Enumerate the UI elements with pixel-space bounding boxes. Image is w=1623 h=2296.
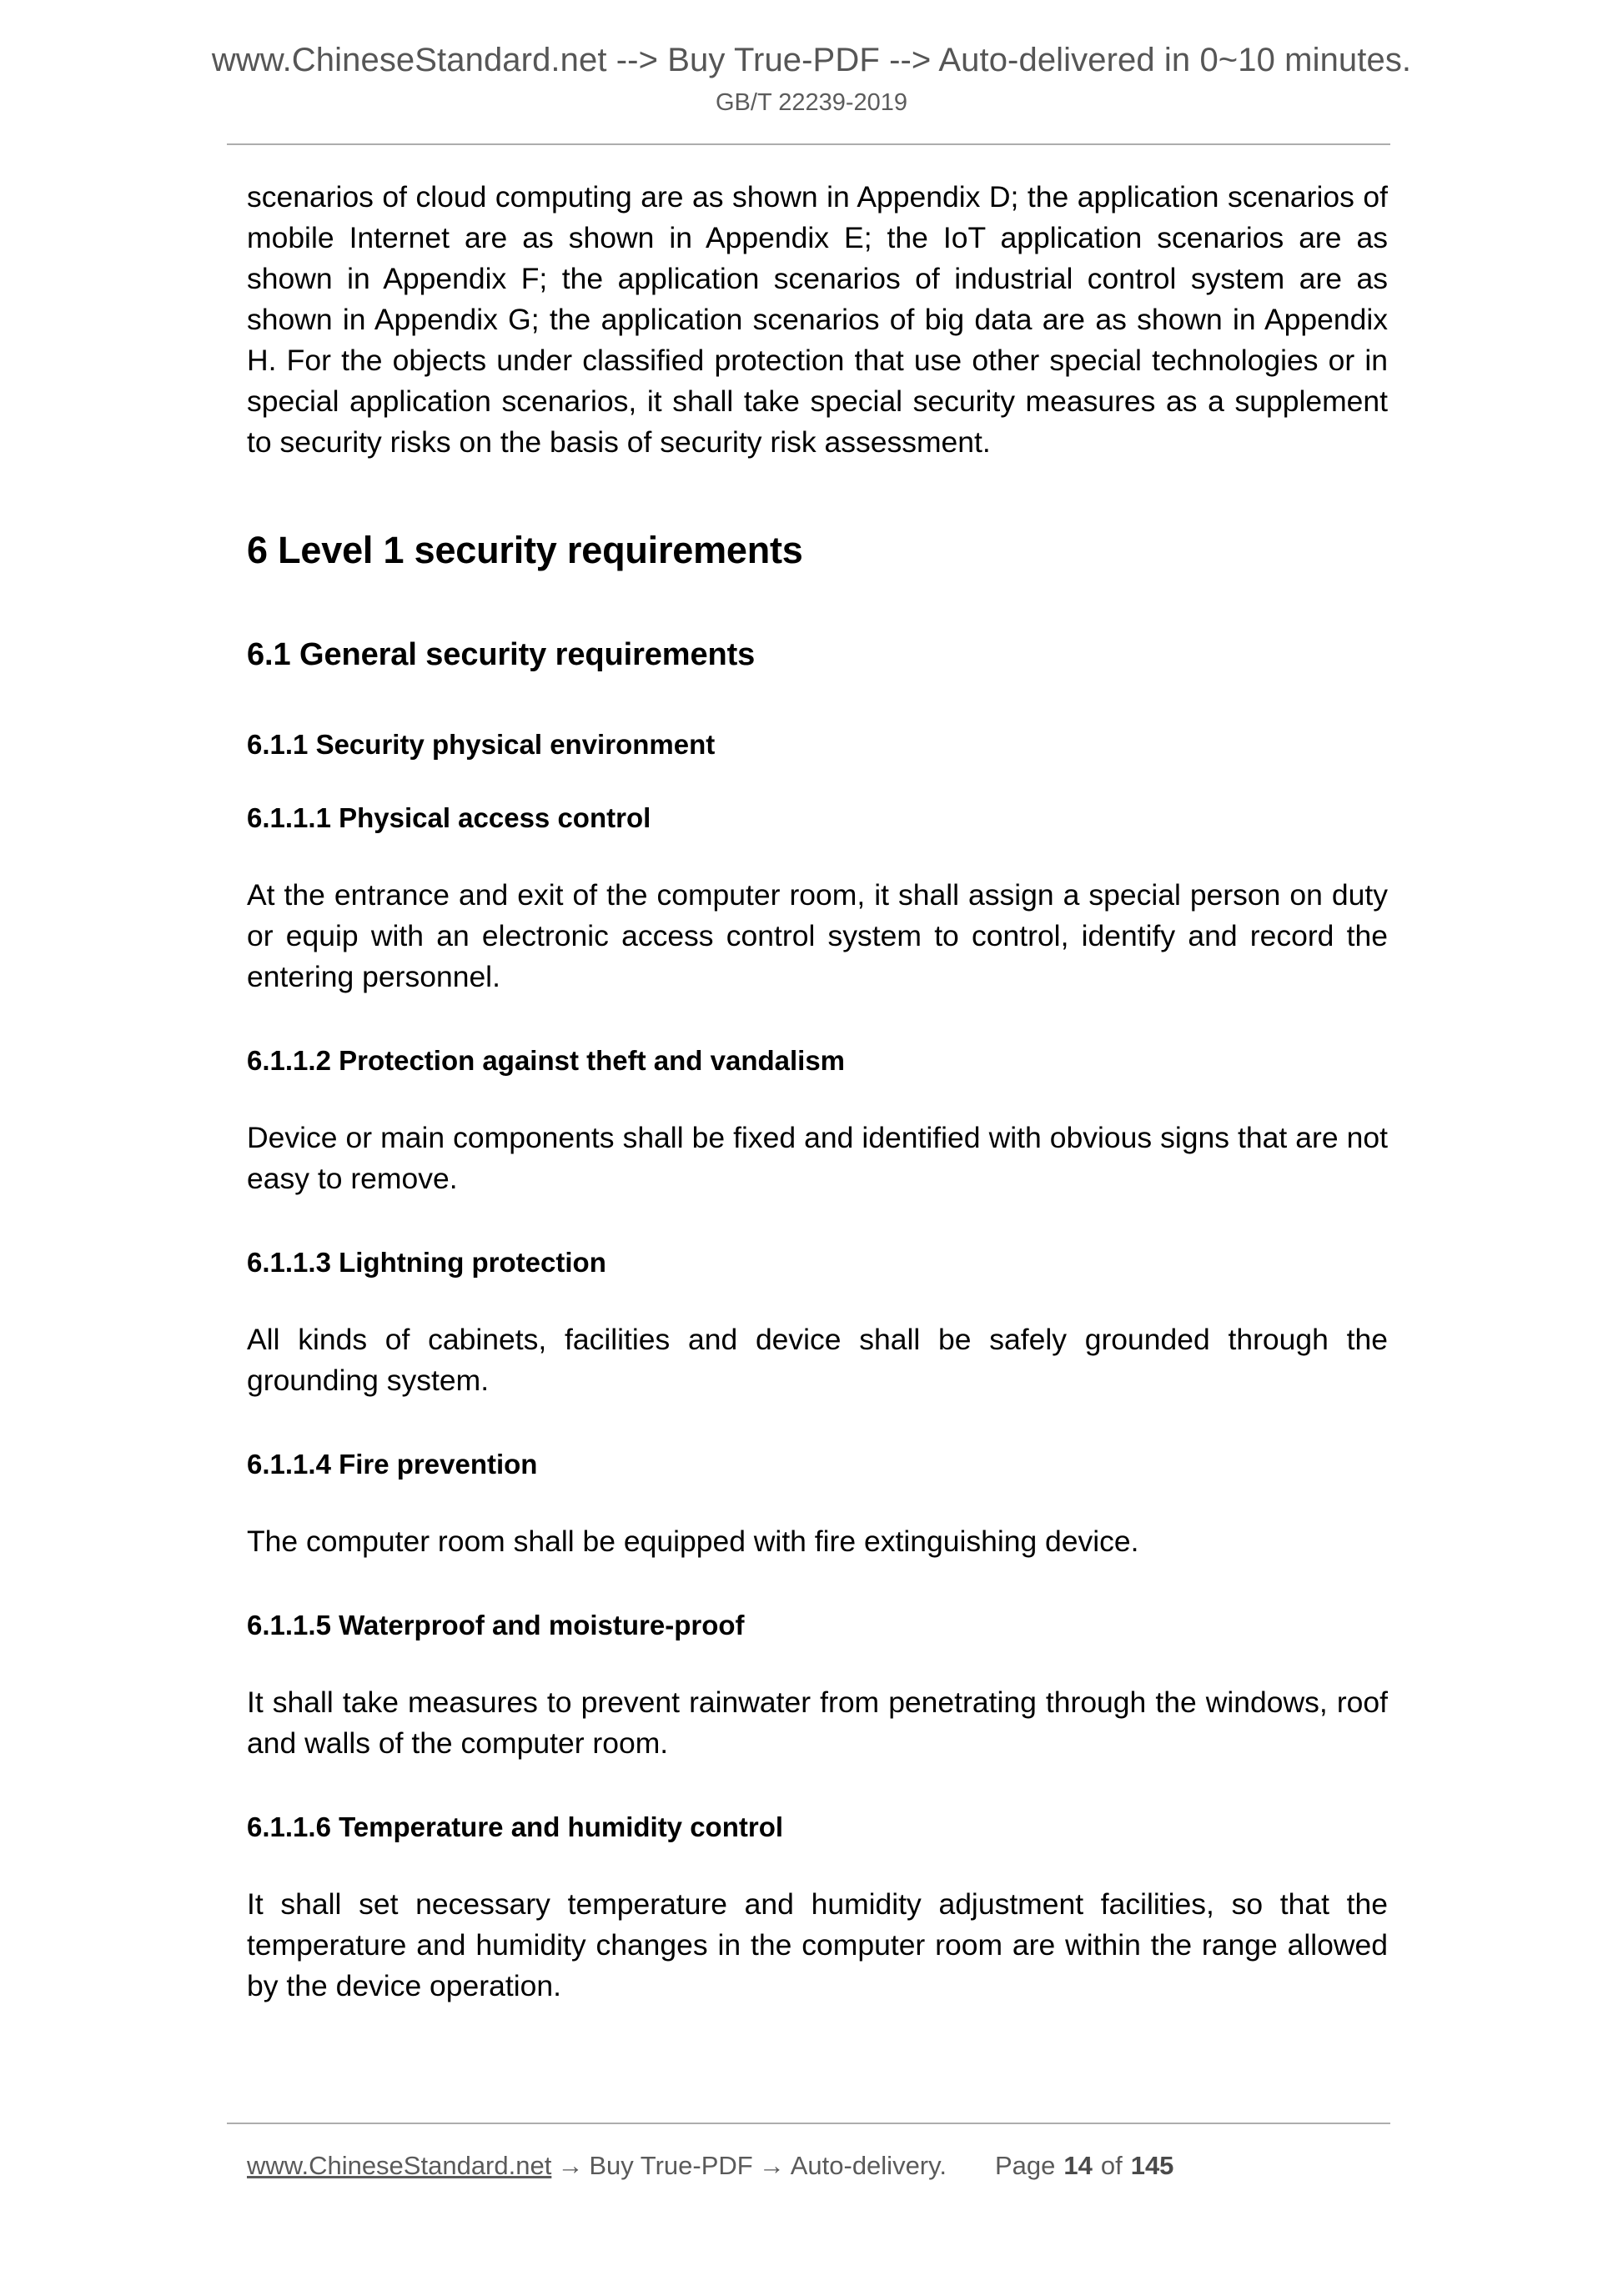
footer-divider-rule (227, 2123, 1390, 2124)
clause-text-physical-access-control: At the entrance and exit of the computer room, it shall assign a special person on duty or equip with an electronic access control system to control, identify and record the entering personnel. (247, 878, 1388, 993)
clause-heading-waterproof-and-moisture-proof: 6.1.1.5 Waterproof and moisture-proof (247, 1610, 745, 1640)
footer-page-number: 14 (1063, 2151, 1093, 2180)
header-divider-rule (227, 143, 1390, 145)
clause-heading-protection-against-theft-and-vandalism: 6.1.1.2 Protection against theft and vandalism (247, 1045, 846, 1076)
arrow-right-icon-2: → (758, 2151, 785, 2180)
clause-text-waterproof-and-moisture-proof: It shall take measures to prevent rainwater from penetrating through the windows, roof and walls of the computer room. (247, 1686, 1388, 1760)
footer-delivery-label: Auto-delivery. (790, 2151, 947, 2180)
header-promo-text: www.ChineseStandard.net --> Buy True-PDF --> Auto-delivered in 0~10 minutes. (211, 42, 1412, 78)
heading-level-1-security-requirements: 6 Level 1 security requirements (247, 529, 803, 571)
clause-text-lightning-protection: All kinds of cabinets, facilities and device shall be safely grounded through the grounding system. (247, 1323, 1388, 1397)
clause-text-fire-prevention: The computer room shall be equipped with fire extinguishing device. (247, 1525, 1139, 1558)
clause-heading-lightning-protection: 6.1.1.3 Lightning protection (247, 1247, 606, 1278)
footer-page-label: Page (994, 2151, 1056, 2180)
page-header (0, 0, 1623, 118)
heading-general-security-requirements: 6.1 General security requirements (247, 637, 756, 672)
heading-security-physical-environment: 6.1.1 Security physical environment (247, 729, 716, 760)
footer-site-link[interactable]: www.ChineseStandard.net (247, 2151, 552, 2180)
page-footer (247, 2150, 1388, 2182)
document-content (247, 177, 1388, 2007)
header-standard-number: GB/T 22239-2019 (715, 88, 908, 116)
intro-paragraph: scenarios of cloud computing are as shown in Appendix D; the application scenarios of mobile Internet are as shown in Appendix E; the IoT application scenarios are as shown in Appendix F; the application scenarios of industrial control system are as shown in Appendix G; the application scenarios of big data are as shown in Appendix H. For the objects under classified protection that use other special technologies or in special application scenarios, it shall take special security measures as a supplement to security risks on the basis of security risk assessment. (247, 180, 1388, 459)
clause-heading-physical-access-control: 6.1.1.1 Physical access control (247, 802, 651, 833)
footer-total-pages: 145 (1130, 2151, 1174, 2180)
clause-heading-temperature-and-humidity-control: 6.1.1.6 Temperature and humidity control (247, 1811, 784, 1842)
arrow-right-icon-1: → (557, 2151, 584, 2180)
clause-heading-fire-prevention: 6.1.1.4 Fire prevention (247, 1449, 538, 1480)
footer-of-label: of (1100, 2151, 1123, 2180)
footer-buy-label: Buy True-PDF (589, 2151, 753, 2180)
clause-text-temperature-and-humidity-control: It shall set necessary temperature and humidity adjustment facilities, so that the temperature and humidity changes in the computer room are within the range allowed by the device operation. (247, 1887, 1388, 2002)
clause-text-protection-against-theft-and-vandalism: Device or main components shall be fixed and identified with obvious signs that are not easy to remove. (247, 1121, 1388, 1195)
